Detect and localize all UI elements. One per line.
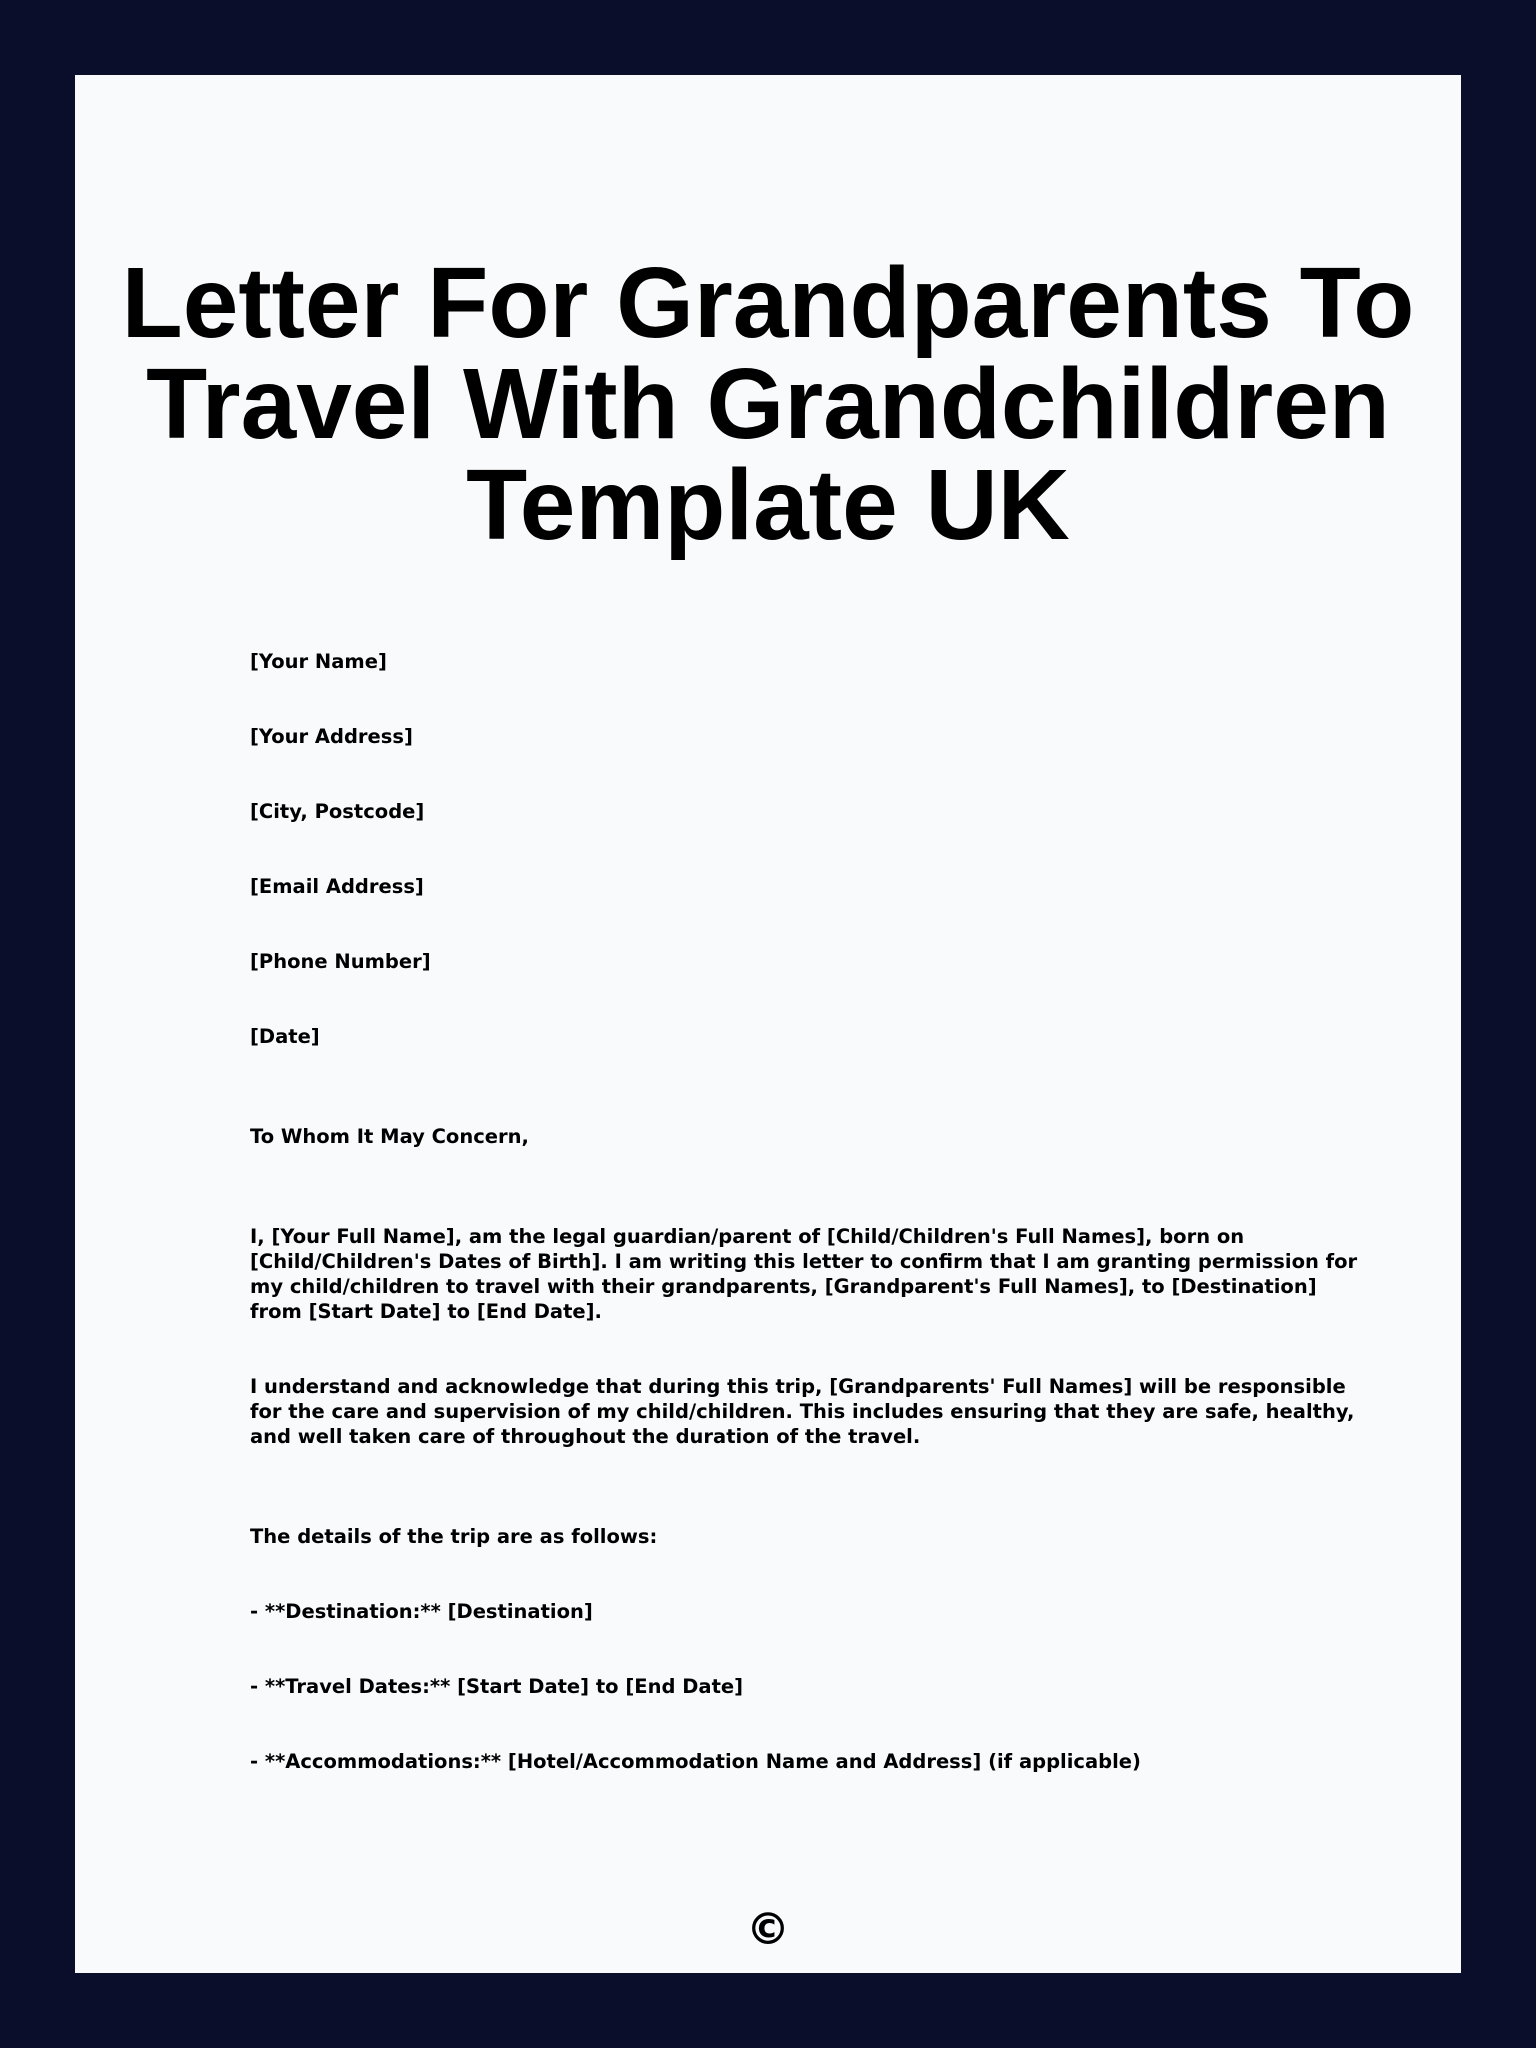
document-title: Letter For Grandparents To Travel With Grandchildren Template UK [121, 247, 1415, 561]
sender-city-postcode: [City, Postcode] [250, 800, 425, 823]
sender-name: [Your Name] [250, 650, 387, 673]
detail-item-accommodations: - **Accommodations:** [Hotel/Accommodation Name and Address] (if applicable) [250, 1750, 1141, 1773]
sender-address: [Your Address] [250, 725, 413, 748]
body-paragraph: I understand and acknowledge that during this trip, [Grandparents' Full Names] will be responsible for the care and supervision of my child/children. This includes ensuring that they are safe, healthy, and well taken care of throughout the duration of the travel. [250, 1375, 1355, 1448]
salutation: To Whom It May Concern, [250, 1125, 529, 1148]
sender-phone: [Phone Number] [250, 950, 431, 973]
copyright-icon: © [746, 1904, 790, 1955]
sender-email: [Email Address] [250, 875, 424, 898]
detail-item-travel-dates: - **Travel Dates:** [Start Date] to [End Date] [250, 1675, 744, 1698]
document-page [75, 75, 1461, 1973]
detail-item-destination: - **Destination:** [Destination] [250, 1600, 593, 1623]
letter-date: [Date] [250, 1025, 320, 1048]
body-paragraph: I, [Your Full Name], am the legal guardian/parent of [Child/Children's Full Names], born on [Child/Children's Dates of Birth]. I am writing this letter to confirm that I am granting permission for my child/children to travel with their grandparents, [Grandparent's Full Names], to [Destination] from [Start Date] to [End Date]. [250, 1225, 1358, 1323]
details-intro: The details of the trip are as follows: [250, 1525, 658, 1548]
